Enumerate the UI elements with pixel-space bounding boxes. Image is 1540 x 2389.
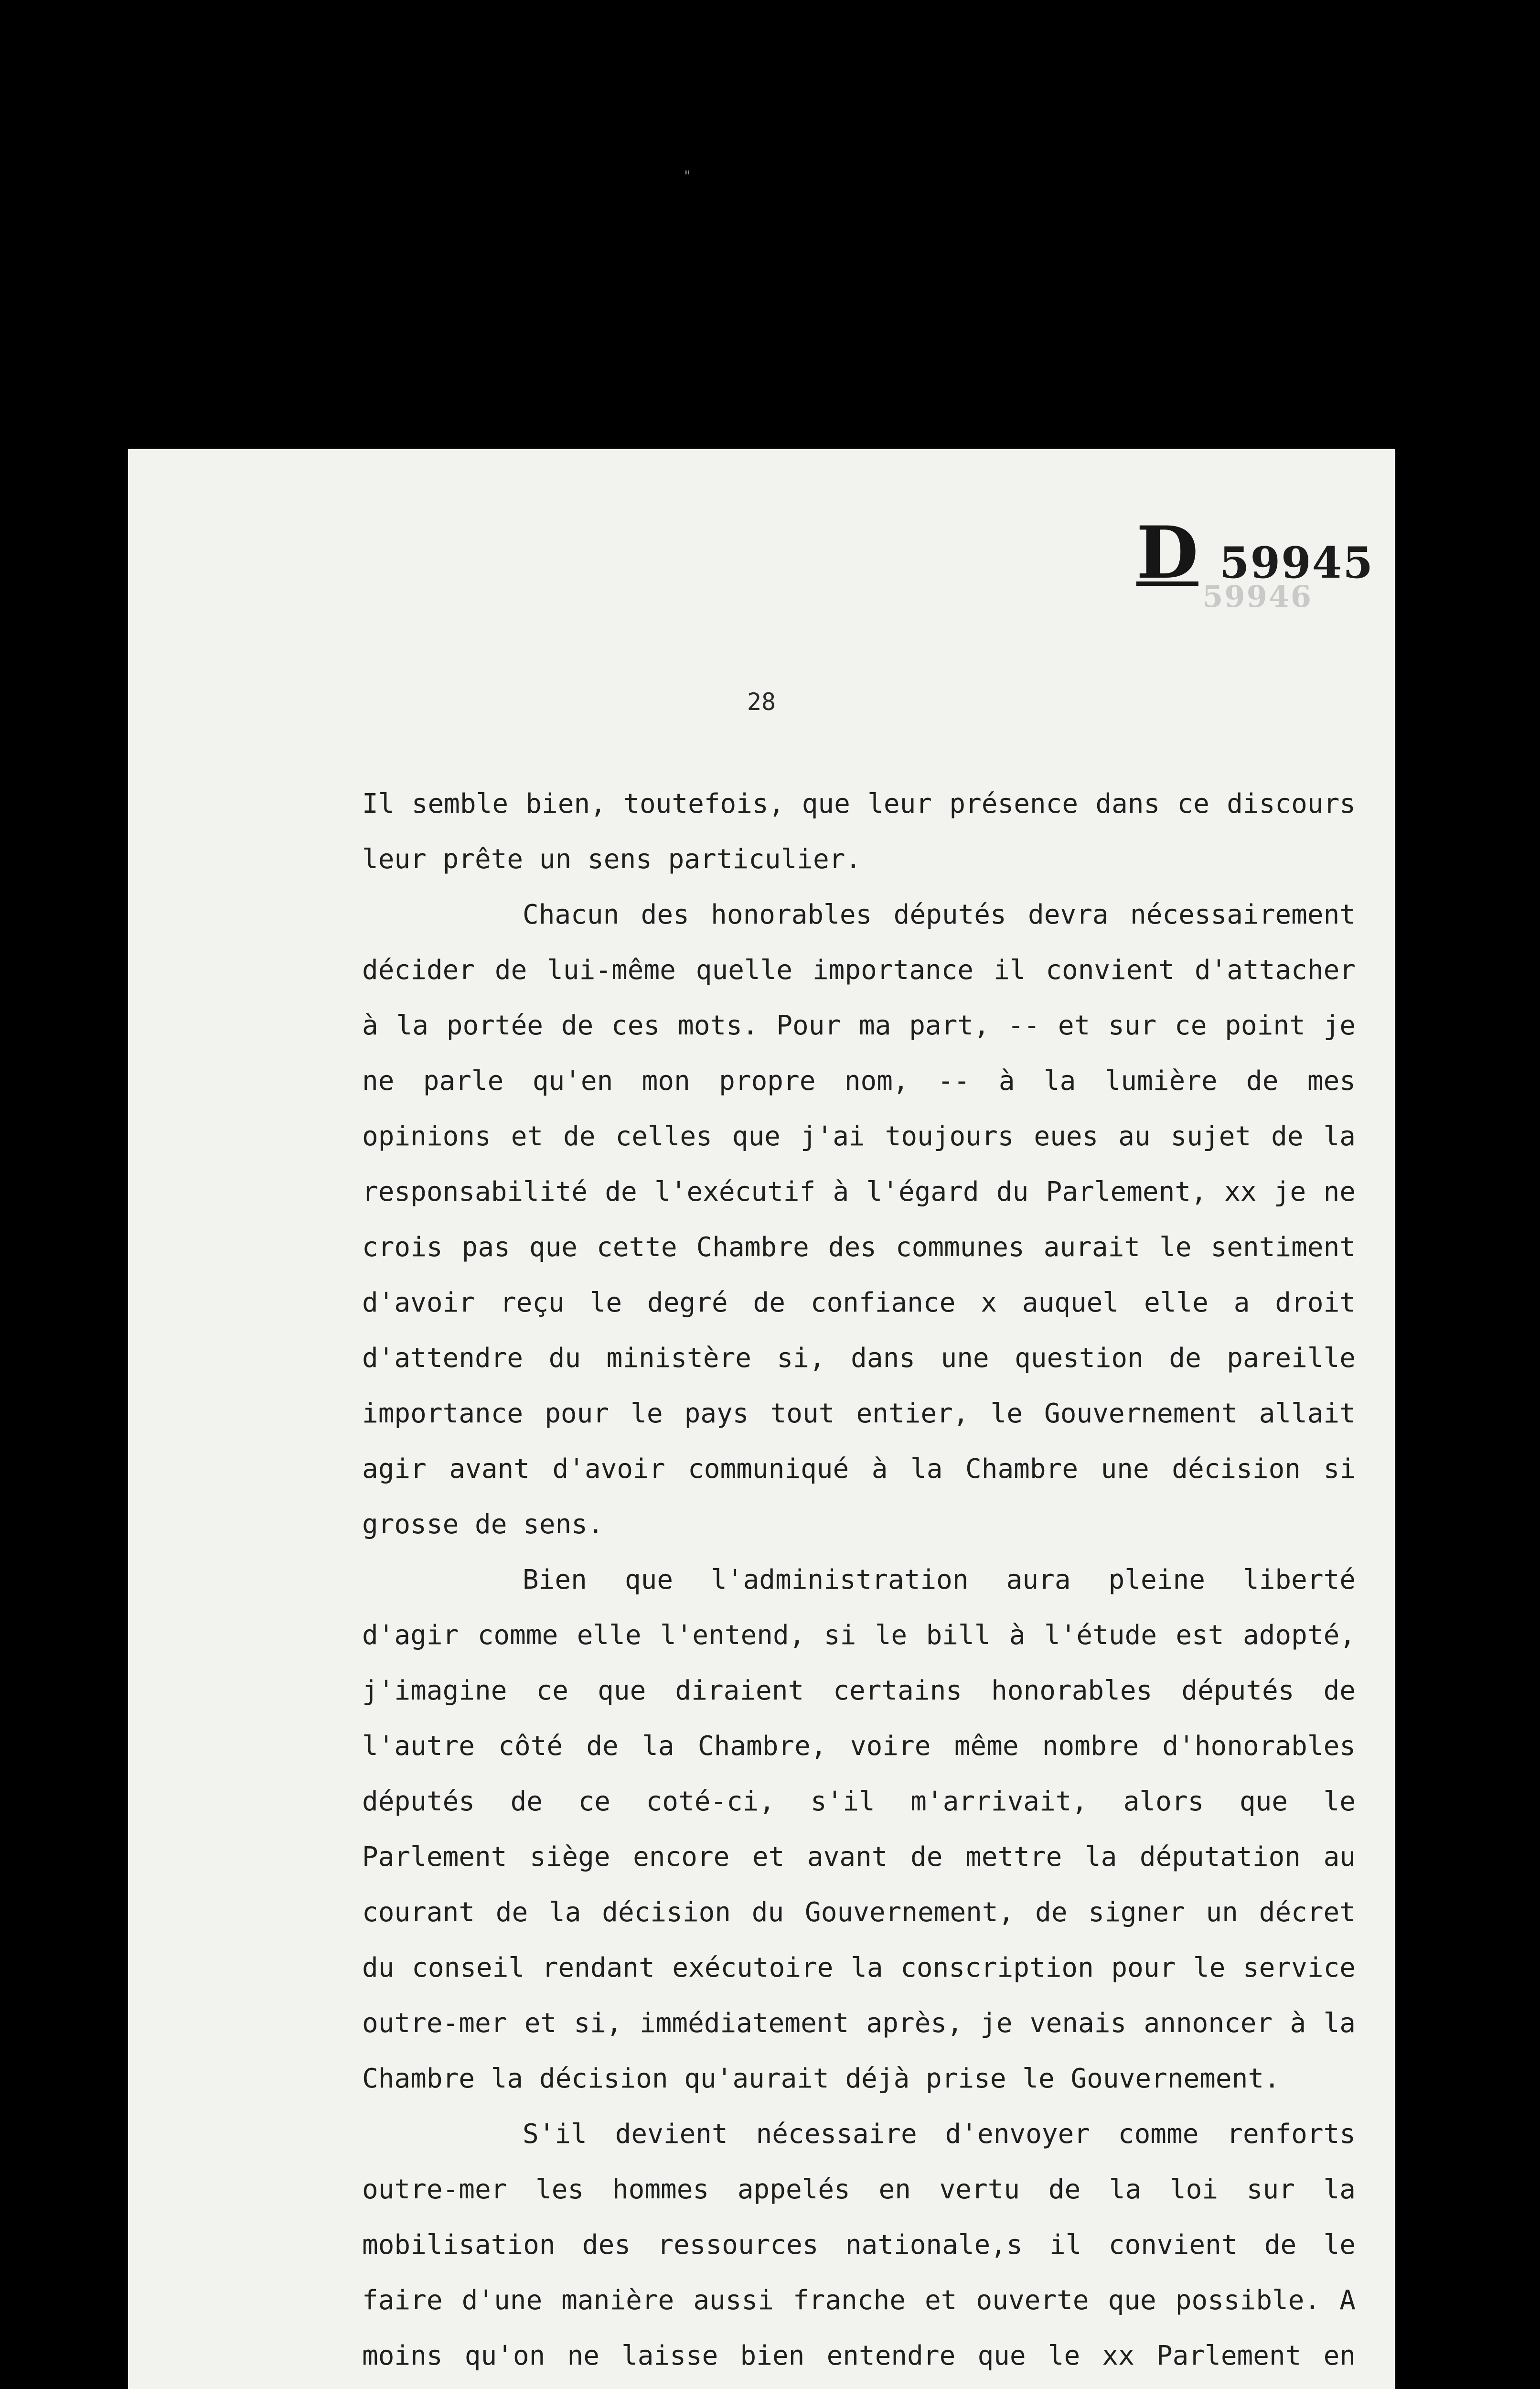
paragraph-1: Il semble bien, toutefois, que leur présence dans ce discours leur prête un sens particulier. (362, 788, 1356, 875)
paragraph-3: Bien que l'administration aura pleine liberté d'agir comme elle l'entend, si le bill à l'étude est adopté, j'imagine ce que diraient certains honorables députés de l'autre côté de la Chambre, voire même nombre d'honorables députés de ce coté-ci, s'il m'arrivait, alors que le Parlement siège encore et avant de mettre la députation au courant de la décision du Gouvernement, de signer un décret du conseil rendant exécutoire la conscription pour le service outre-mer et si, immédiatement après, je venais annoncer à la Chambre la décision qu'aurait déjà prise le Gouvernement. (362, 1564, 1356, 2094)
paragraph-2: Chacun des honorables députés devra nécessairement décider de lui-même quelle importance il convient d'attacher à la portée de ces mots. Pour ma part, -- et sur ce point je ne parle qu'en mon propre nom, -- à la lumière de mes opinions et de celles que j'ai toujours eues au sujet de la responsabilité de l'exécutif à l'égard du Parlement, xx je ne crois pas que cette Chambre des communes aurait le sentiment d'avoir reçu le degré de confiance x auquel elle a droit d'attendre du ministère si, dans une question de pareille importance pour le pays tout entier, le Gouvernement allait agir avant d'avoir communiqué à la Chambre une décision si grosse de sens. (362, 899, 1356, 1540)
stray-mark: " (684, 168, 691, 185)
document-page (128, 449, 1395, 2389)
body-text (362, 776, 1356, 2389)
faded-stamp-number: 59946 (1202, 579, 1313, 614)
paragraph-4: S'il devient nécessaire d'envoyer comme renforts outre-mer les hommes appelés en vertu de la loi sur la mobilisation des ressources nationale,s il convient de le faire d'une manière aussi franche et ouverte que possible. A moins qu'on ne laisse bien entendre que le xx Parlement en (362, 2119, 1356, 2371)
stamp-number: 59945 (1219, 538, 1374, 588)
archive-stamp (1136, 511, 1374, 595)
page-number: 28 (747, 688, 776, 716)
stamp-letter: D (1136, 511, 1198, 595)
